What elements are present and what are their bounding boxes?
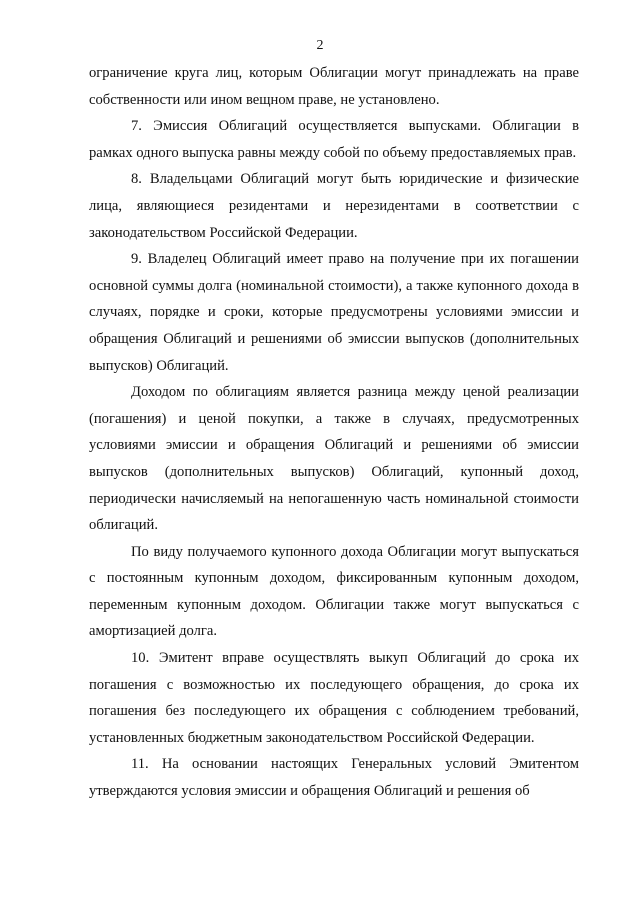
paragraph-item-9: 9. Владелец Облигаций имеет право на получение при их погашении основной суммы долга (номинальной стоимости), а также купонного дохода в случаях, порядке и сроки, которые предусмотрены условиями эмиссии и обращения Облигаций и решениями об эмиссии выпусков (дополнительных выпусков) Облигаций. (89, 251, 579, 374)
paragraph-item-8: 8. Владельцами Облигаций могут быть юридические и физические лица, являющиеся резидентами и нерезидентами в соответствии с законодательством Российской Федерации. (89, 171, 579, 241)
page-number: 2 (316, 38, 324, 53)
paragraph-item-10: 10. Эмитент вправе осуществлять выкуп Облигаций до срока их погашения с возможностью их последующего обращения, до срока их погашения без последующего их обращения с соблюдением требований, установленных бюджетным законодательством Российской Федерации. (89, 650, 579, 746)
document-body (89, 60, 579, 805)
paragraph-income-definition: Доходом по облигациям является разница между ценой реализации (погашения) и ценой покупки, а также в случаях, предусмотренных условиями эмиссии и обращения Облигаций и решениями об эмиссии выпусков (дополнительных выпусков) Облигаций, купонный доход, периодически начисляемый на непогашенную часть номинальной стоимости облигаций. (89, 384, 579, 534)
paragraph-coupon-types: По виду получаемого купонного дохода Облигации могут выпускаться с постоянным купонным доходом, фиксированным купонным доходом, переменным купонным доходом. Облигации также могут выпускаться с амортизацией долга. (89, 543, 579, 640)
paragraph-continuation: ограничение круга лиц, которым Облигации могут принадлежать на праве собственности или ином вещном праве, не установлено. (89, 65, 579, 108)
paragraph-item-7: 7. Эмиссия Облигаций осуществляется выпусками. Облигации в рамках одного выпуска равны между собой по объему предоставляемых прав. (89, 118, 579, 161)
paragraph-item-11: 11. На основании настоящих Генеральных условий Эмитентом утверждаются условия эмиссии и обращения Облигаций и решения об (89, 756, 579, 800)
